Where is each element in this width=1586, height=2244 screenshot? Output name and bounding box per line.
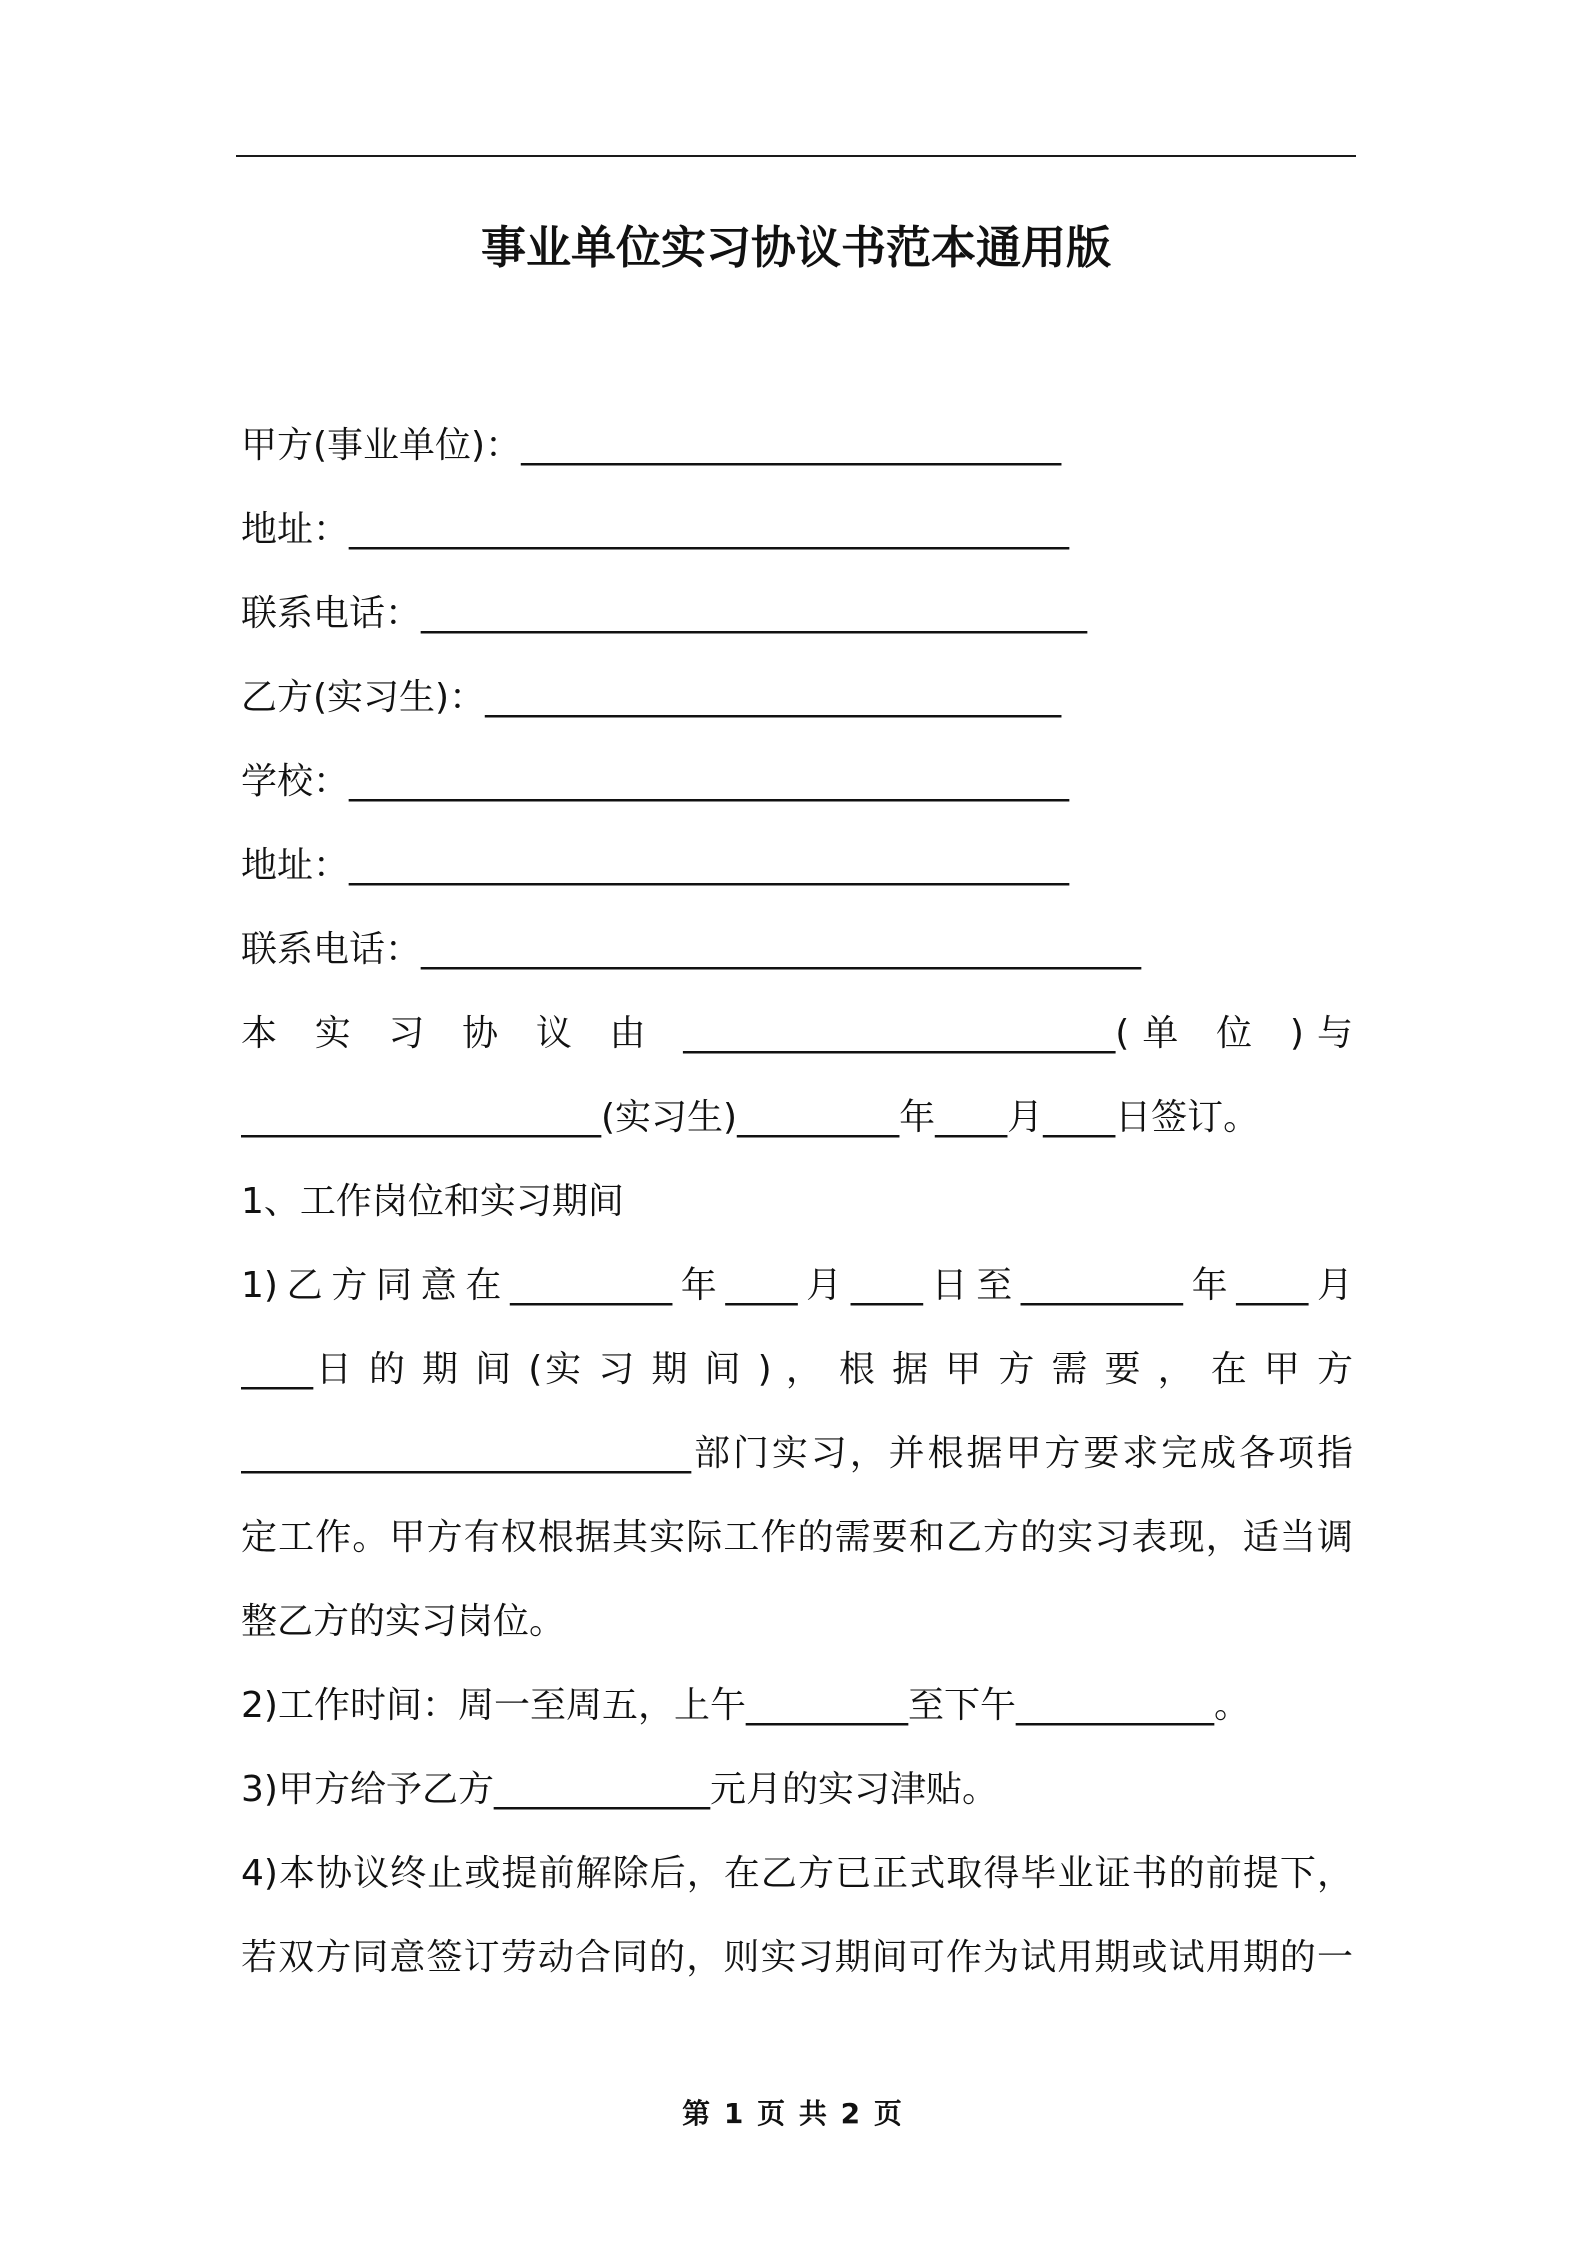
party-a-address-line: 地址：________________________________________ [241, 509, 1070, 550]
party-a-line: 甲方(事业单位)：______________________________ [241, 425, 1062, 466]
document-body [241, 404, 1353, 2000]
clause-1-line-5: 整乙方的实习岗位。 [241, 1601, 566, 1642]
clause-4-line-2: 若双方同意签订劳动合同的，则实习期间可作为试用期或试用期的一 [241, 1937, 1353, 1978]
clause-1-line-3: _________________________部门实习，并根据甲方要求完成各项指 [241, 1433, 1353, 1474]
document-title: 事业单位实习协议书范本通用版 [480, 221, 1111, 274]
agreement-date-line: ____________________(实习生)_________年____月____日签订。 [241, 1097, 1260, 1138]
party-a-phone-line: 联系电话：_____________________________________ [241, 593, 1088, 634]
header-rule [236, 155, 1356, 157]
agreement-intro-line: 本 实 习 协 议 由 ________________________(单 位 )与 [241, 1013, 1353, 1054]
school-line: 学校：________________________________________ [241, 761, 1070, 802]
party-b-line: 乙方(实习生)：________________________________ [241, 677, 1062, 718]
party-b-phone-line: 联系电话：________________________________________ [241, 929, 1142, 970]
clause-1-line-1: 1)乙方同意在_________年____月____日至_________年____月 [241, 1265, 1353, 1306]
clause-2-line: 2)工作时间：周一至周五，上午_________至下午___________。 [241, 1685, 1250, 1726]
page-number: 第 1 页 共 2 页 [682, 2097, 904, 2130]
clause-1-line-2: ____日 的 期 间 (实 习 期 间 ) ， 根 据 甲 方 需 要 ， 在 甲 方 [241, 1349, 1353, 1390]
clause-4-line-1: 4)本协议终止或提前解除后，在乙方已正式取得毕业证书的前提下， [241, 1853, 1353, 1894]
section-heading: 1、工作岗位和实习期间 [241, 1181, 624, 1222]
party-b-address-line: 地址：________________________________________ [241, 845, 1070, 886]
clause-1-line-4: 定工作。甲方有权根据其实际工作的需要和乙方的实习表现，适当调 [241, 1517, 1353, 1558]
clause-3-line: 3)甲方给予乙方____________元月的实习津贴。 [241, 1769, 998, 1810]
